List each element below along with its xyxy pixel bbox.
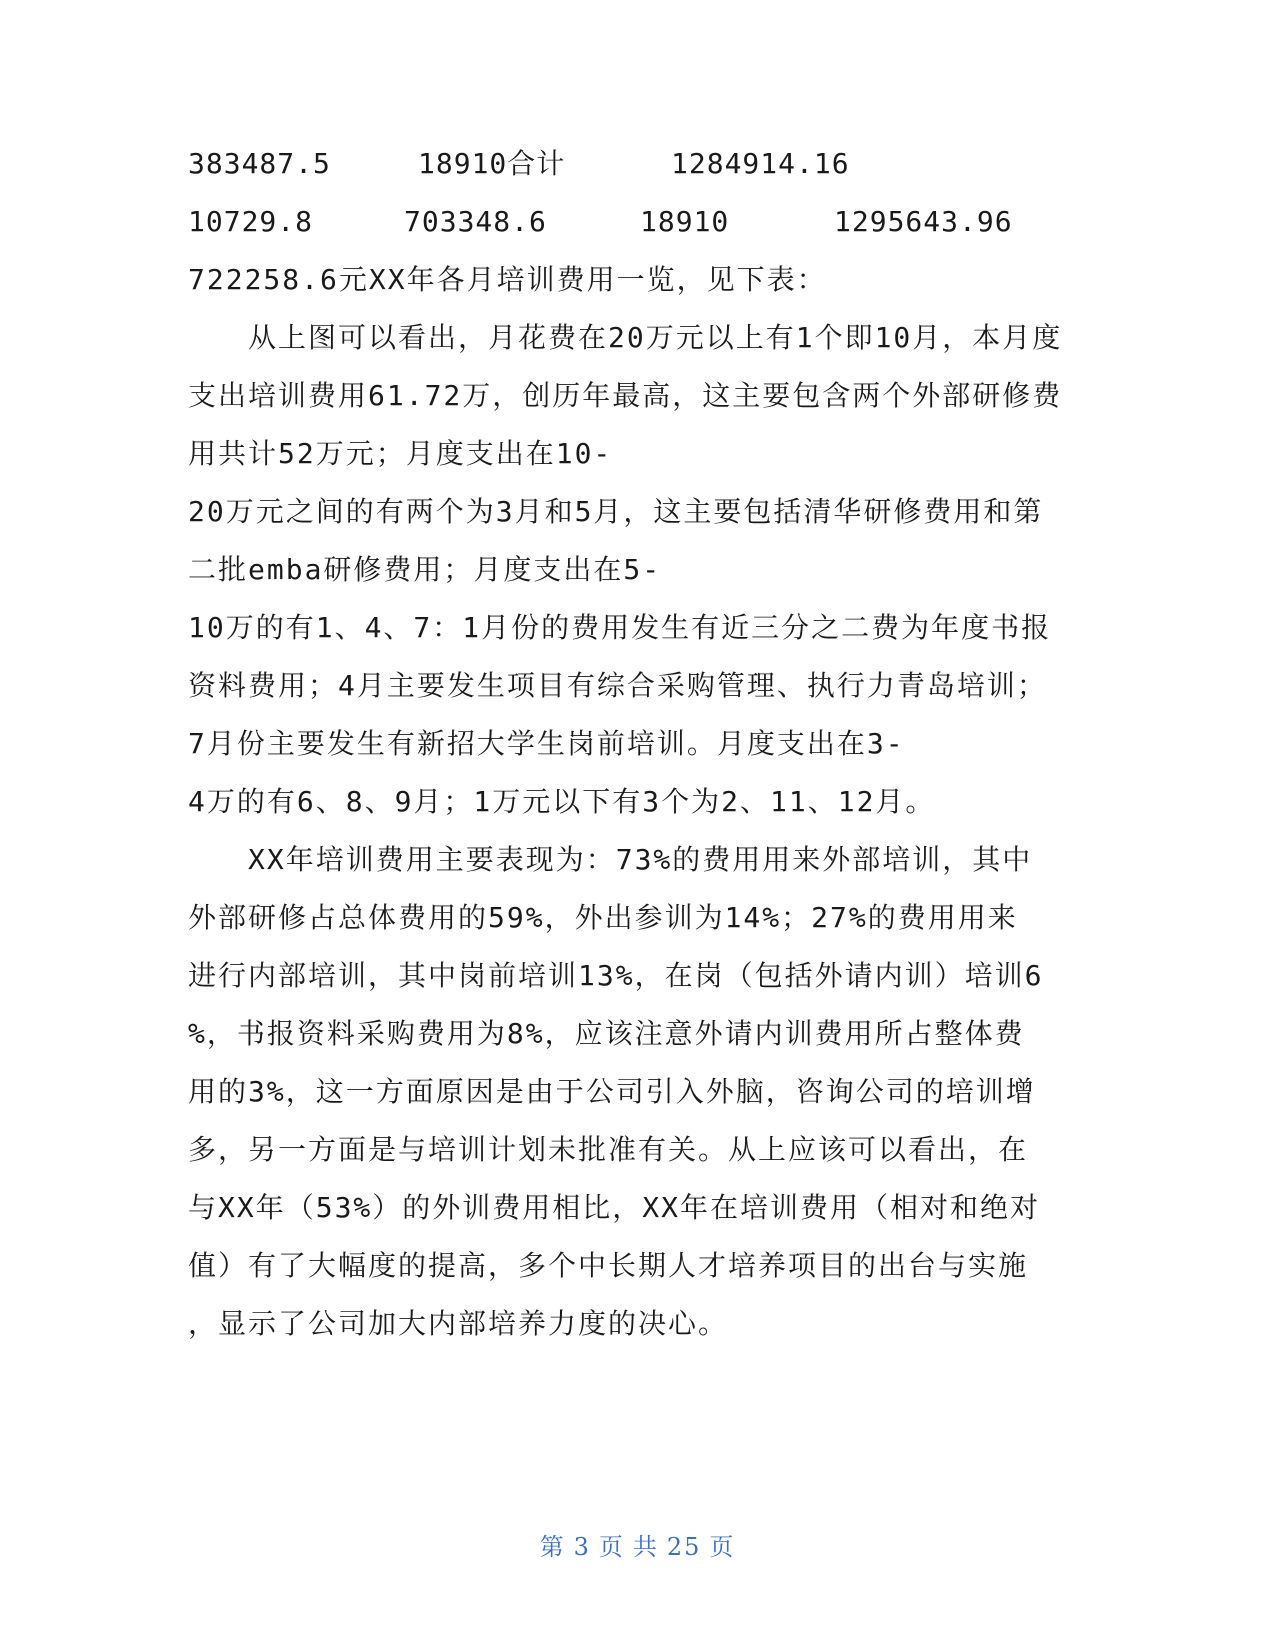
text-line: 用共计52万元；月度支出在10- [188, 437, 613, 470]
footer-page-word: 页 [598, 1533, 625, 1561]
text-line: 资料费用；4月主要发生项目有综合采购管理、执行力青岛培训； [188, 669, 1047, 702]
text-line: 多，另一方面是与培训计划未批准有关。从上应该可以看出，在 [188, 1133, 1029, 1166]
paragraph-first-line: 从上图可以看出，月花费在20万元以上有1个即10月，本月度 [248, 321, 1063, 354]
page-footer [0, 1532, 1275, 1562]
text-line: ，显示了公司加大内部培养力度的决心。 [188, 1307, 729, 1340]
text-line: 二批emba研修费用；月度支出在5- [188, 553, 662, 586]
table-cell: 10729.8 [188, 205, 314, 238]
table-cell: 1284914.16 [671, 147, 850, 180]
table-row [188, 202, 1088, 242]
text-line: %，书报资料采购费用为8%，应该注意外请内训费用所占整体费 [188, 1017, 1025, 1050]
table-cell: 383487.5 [188, 147, 331, 180]
text-line: 7月份主要发生有新招大学生岗前培训。月度支出在3- [188, 727, 905, 760]
text-line: 4万的有6、8、9月；1万元以下有3个为2、11、12月。 [188, 785, 936, 818]
text-line: 用的3%，这一方面原因是由于公司引入外脑，咨询公司的培训增 [188, 1075, 1036, 1108]
footer-prefix: 第 [539, 1533, 566, 1561]
text-line: 支出培训费用61.72万，创历年最高，这主要包含两个外部研修费 [188, 379, 1063, 412]
text-line: 与XX年（53%）的外训费用相比，XX年在培训费用（相对和绝对 [188, 1191, 1041, 1224]
paragraph-first-line: XX年培训费用主要表现为：73%的费用用来外部培训，其中 [248, 843, 1033, 876]
text-line: 进行内部培训，其中岗前培训13%，在岗（包括外请内训）培训6 [188, 959, 1044, 992]
footer-total-word: 共 [632, 1533, 659, 1561]
text-line: 外部研修占总体费用的59%，外出参训为14%；27%的费用用来 [188, 901, 1018, 934]
table-row [188, 144, 1088, 184]
footer-page-number: 3 [573, 1533, 591, 1561]
table-cell: 1295643.96 [834, 205, 1013, 238]
table-cell: 18910合计 [418, 147, 566, 180]
table-cell: 703348.6 [404, 205, 547, 238]
footer-suffix: 页 [709, 1533, 736, 1561]
footer-total-pages: 25 [666, 1533, 702, 1561]
text-line: 20万元之间的有两个为3月和5月，这主要包括清华研修费用和第 [188, 495, 1044, 528]
text-line: 722258.6元XX年各月培训费用一览，见下表： [188, 263, 827, 296]
table-cell: 18910 [640, 205, 730, 238]
text-line: 值）有了大幅度的提高，多个中长期人才培养项目的出台与实施 [188, 1249, 1029, 1282]
text-line: 10万的有1、4、7：1月份的费用发生有近三分之二费为年度书报 [188, 611, 1052, 644]
